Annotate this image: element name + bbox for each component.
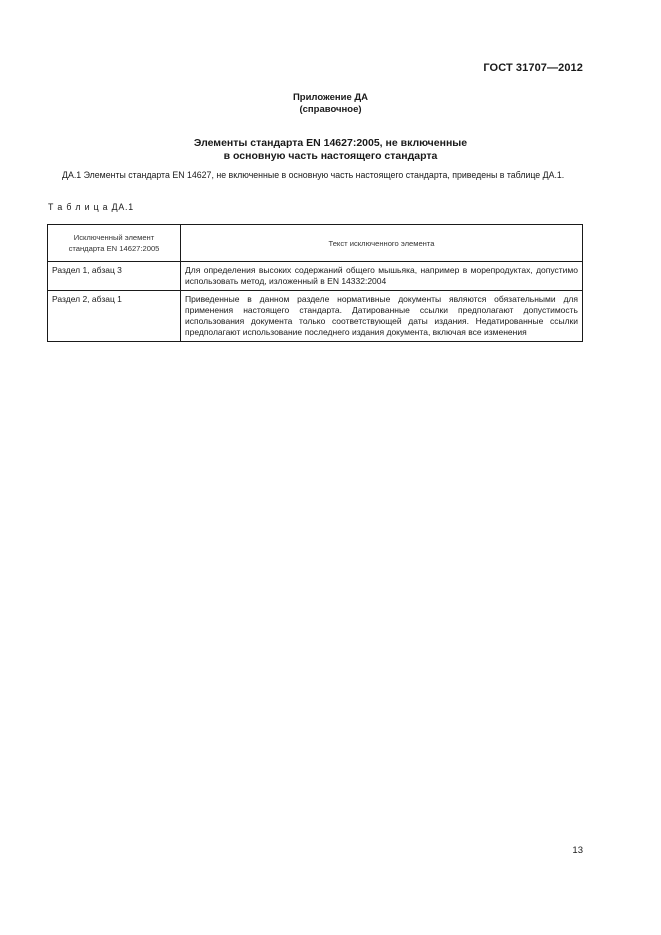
- header-col1-line-2: стандарта EN 14627:2005: [68, 244, 160, 253]
- page-number: 13: [572, 845, 583, 856]
- header-excluded-element: [48, 225, 181, 262]
- annex-title: [0, 92, 661, 116]
- excluded-elements-table: [47, 224, 583, 342]
- table-label: Т а б л и ц а ДА.1: [48, 202, 134, 212]
- row-text-cell: Для определения высоких содержаний общего мышьяка, например в морепродуктах, допустимо использовать метод, изложенный в EN 14332:2004: [181, 262, 583, 291]
- header-excluded-text: Текст исключенного элемента: [181, 225, 583, 262]
- annex-subtitle-line: (справочное): [299, 104, 362, 115]
- intro-paragraph: ДА.1 Элементы стандарта EN 14627, не включенные в основную часть настоящего стандарта, приведены в таблице ДА.1.: [62, 170, 565, 180]
- table-row: [48, 262, 583, 291]
- header-col1-line-1: Исключенный элемент: [73, 233, 155, 242]
- section-title-line-1: Элементы стандарта EN 14627:2005, не включенные: [193, 137, 468, 149]
- table-row: [48, 291, 583, 342]
- row-text-cell: Приведенные в данном разделе нормативные документы являются обязательными для применения настоящего стандарта. Датированные ссылки предполагают допустимость использования документа только соответствующей даты издания. Недатированные ссылки предполагают использование последнего издания документа, включая все изменения: [181, 291, 583, 342]
- section-title-line-2: в основную часть настоящего стандарта: [223, 150, 438, 162]
- row-element-cell: Раздел 2, абзац 1: [48, 291, 181, 342]
- document-code: ГОСТ 31707—2012: [483, 62, 583, 74]
- annex-title-line: Приложение ДА: [292, 92, 369, 103]
- row-element-cell: Раздел 1, абзац 3: [48, 262, 181, 291]
- table-header-row: [48, 225, 583, 262]
- section-title: [0, 137, 661, 163]
